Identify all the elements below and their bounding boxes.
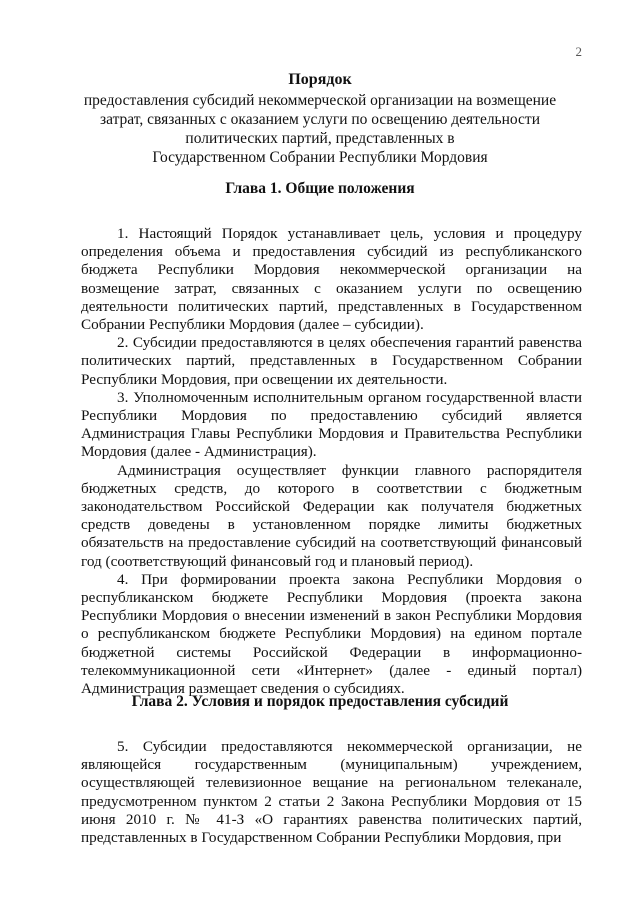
paragraph-2: 2. Субсидии предоставляются в целях обеспечения гарантий равенства политических партий, представленных в Государственном Собрании Республики Мордовия, при освещении их деятельности. xyxy=(81,334,582,388)
chapter-1-body xyxy=(81,225,582,698)
title-main: Порядок xyxy=(288,71,352,88)
title-line: затрат, связанных с оказанием услуги по освещению деятельности xyxy=(99,111,541,128)
title-line: Государственном Собрании Республики Мордовия xyxy=(152,149,488,166)
page-number: 2 xyxy=(575,44,582,59)
title-line: политических партий, представленных в xyxy=(185,130,455,147)
chapter-1-heading: Глава 1. Общие положения xyxy=(225,180,415,197)
chapter-2-heading: Глава 2. Условия и порядок предоставления субсидий xyxy=(131,693,509,710)
title-line: предоставления субсидий некоммерческой организации на возмещение xyxy=(83,92,557,109)
paragraph-4: 4. При формировании проекта закона Республики Мордовия о республиканском бюджете Республики Мордовия (проекта закона Республики Мордовия о внесении изменений в закон Республики Мордовия о республиканском бюджете Республики Мордовия) на едином портале бюджетной системы Российской Федерации в информационно-телекоммуникационной сети «Интернет» (далее - единый портал) Администрация размещает сведения о субсидиях. xyxy=(81,570,582,698)
paragraph-3-continuation: Администрация осуществляет функции главного распорядителя бюджетных средств, до которого в соответствии с бюджетным законодательством Российской Федерации как получателя бюджетных средств доведены в установленном порядке лимиты бюджетных обязательств на предоставление субсидий на соответствующий финансовый год (соответствующий финансовый год и плановый период). xyxy=(81,461,582,570)
paragraph-1: 1. Настоящий Порядок устанавливает цель, условия и процедуру определения объема и предоставления субсидий из республиканского бюджета Республики Мордовия некоммерческой организации на возмещение затрат, связанных с оказанием услуги по освещению деятельности политических партий, представленных в Государственном Собрании Республики Мордовия (далее – субсидии). xyxy=(81,225,582,334)
chapter-2-body xyxy=(81,738,582,847)
paragraph-3: 3. Уполномоченным исполнительным органом государственной власти Республики Мордовия по предоставлению субсидий является Администрация Главы Республики Мордовия и Правительства Республики Мордовия (далее - Администрация). xyxy=(81,388,582,461)
document-title xyxy=(70,70,570,167)
paragraph-5: 5. Субсидии предоставляются некоммерческой организации, не являющейся государственным (муниципальным) учреждением, осуществляющей телевизионное вещание на региональном телеканале, предусмотренном пунктом 2 статьи 2 Закона Республики Мордовия от 15 июня 2010 г. № 41-З «О гарантиях равенства политических партий, представленных в Государственном Собрании Республики Мордовия, при xyxy=(81,738,582,847)
